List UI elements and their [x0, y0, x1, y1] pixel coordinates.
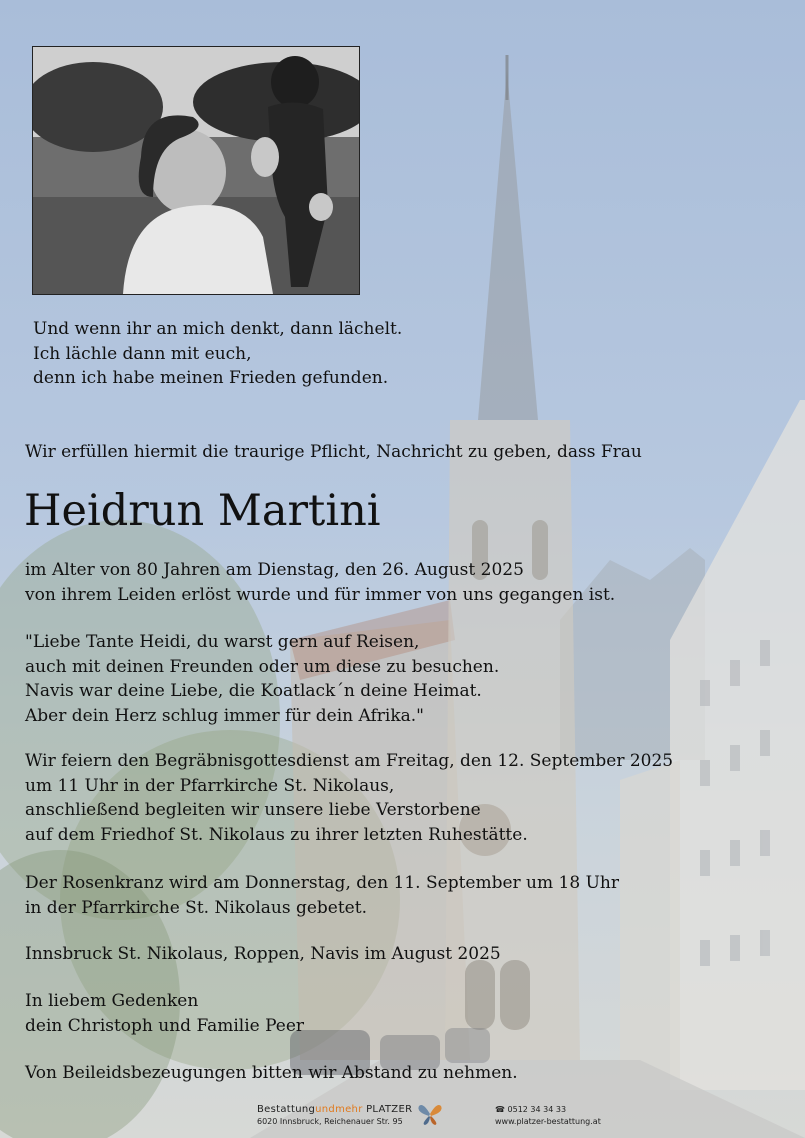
brand-name: PLATZER: [366, 1104, 413, 1115]
paragraph-rosary: [25, 871, 619, 920]
text-line: Wir feiern den Begräbnisgottesdienst am Freitag, den 12. September 2025: [25, 751, 674, 771]
deceased-name: Heidrun Martini: [24, 486, 381, 536]
text-line: von ihrem Leiden erlöst wurde und für immer von uns gegangen ist.: [25, 584, 616, 605]
text-line: auch mit deinen Freunden oder um diese zu besuchen.: [25, 656, 500, 677]
footer-web: www.platzer-bestattung.at: [495, 1117, 601, 1126]
footer-left: [257, 1104, 412, 1128]
text-line: Von Beileidsbezeugungen bitten wir Abstand zu nehmen.: [25, 1063, 518, 1083]
text-line: Der Rosenkranz wird am Donnerstag, den 11. September um 18 Uhr: [25, 873, 619, 893]
paragraph-age: [25, 558, 615, 607]
text-line: Innsbruck St. Nikolaus, Roppen, Navis im August 2025: [25, 944, 501, 964]
footer-address: 6020 Innsbruck, Reichenauer Str. 95: [257, 1117, 403, 1126]
text-line: in der Pfarrkirche St. Nikolaus gebetet.: [25, 897, 367, 918]
footer-right: [495, 1104, 601, 1128]
paragraph-mourners: [25, 989, 304, 1038]
butterfly-icon: [417, 1102, 443, 1126]
intro-text: Wir erfüllen hiermit die traurige Pflicht, Nachricht zu geben, dass Frau: [25, 442, 642, 462]
text-line: In liebem Gedenken: [25, 991, 199, 1011]
brand-word: Bestattung: [257, 1104, 316, 1115]
text-line: "Liebe Tante Heidi, du warst gern auf Reisen,: [25, 632, 420, 652]
text-line: Aber dein Herz schlug immer für dein Afrika.": [25, 705, 424, 726]
paragraph-place-date: [25, 942, 501, 967]
photo-image: [33, 47, 359, 294]
verse-line: Und wenn ihr an mich denkt, dann lächelt.: [33, 319, 403, 339]
text-line: anschließend begleiten wir unsere liebe Verstorbene: [25, 800, 481, 820]
text-line: um 11 Uhr in der Pfarrkirche St. Nikolaus,: [25, 775, 395, 796]
text-line: Navis war deine Liebe, die Koatlack´n deine Heimat.: [25, 681, 482, 701]
verse-line: denn ich habe meinen Frieden gefunden.: [33, 368, 389, 388]
verse: [33, 317, 402, 391]
verse-line: Ich lächle dann mit euch,: [33, 343, 252, 364]
text-line: im Alter von 80 Jahren am Dienstag, den 26. August 2025: [25, 560, 524, 580]
paragraph-quote: [25, 630, 499, 728]
footer-phone: ☎ 0512 34 34 33: [495, 1105, 567, 1114]
portrait-photo: [32, 46, 360, 295]
footer-brand: [257, 1104, 412, 1116]
brand-connector: undmehr: [315, 1104, 363, 1115]
text-line: auf dem Friedhof St. Nikolaus zu ihrer letzten Ruhestätte.: [25, 824, 528, 845]
paragraph-condolences: [25, 1061, 518, 1086]
paragraph-funeral: [25, 749, 673, 847]
text-line: dein Christoph und Familie Peer: [25, 1015, 305, 1036]
